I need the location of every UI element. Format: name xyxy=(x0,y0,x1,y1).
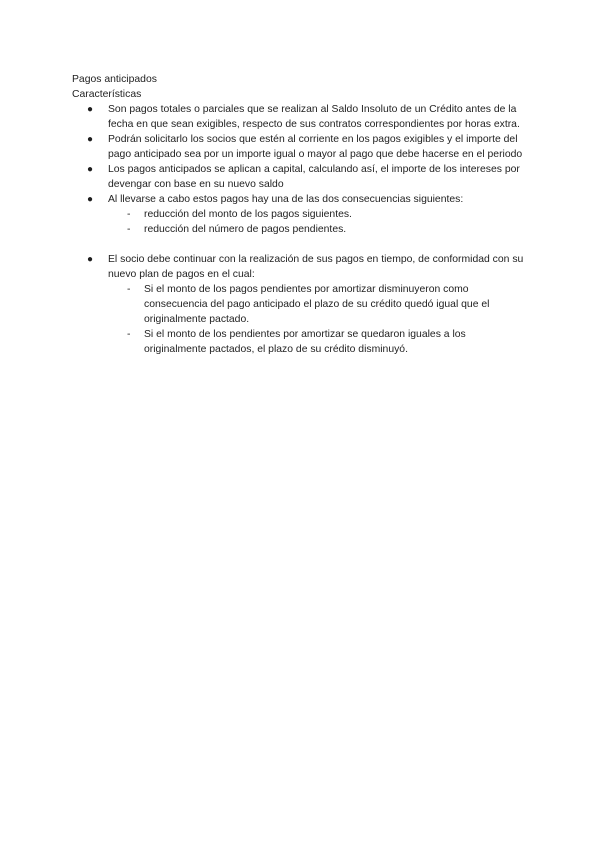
bullet-icon: ● xyxy=(87,164,94,175)
plan-list xyxy=(72,252,528,357)
sub-list-item-text: Si el monto de los pendientes por amortizar se quedaron iguales a los originalmente pactados, el plazo de su crédito disminuyó. xyxy=(144,329,466,355)
sub-list-item xyxy=(108,327,528,357)
dash-icon: - xyxy=(127,329,131,340)
bullet-icon: ● xyxy=(87,104,94,115)
sub-list-item xyxy=(108,282,528,327)
sub-list-item xyxy=(108,222,528,237)
list-item xyxy=(72,132,528,162)
list-item xyxy=(72,102,528,132)
sub-list-item-text: reducción del número de pagos pendientes. xyxy=(144,224,347,235)
sub-list-item-text: Si el monto de los pagos pendientes por amortizar disminuyeron como consecuencia del pago anticipado el plazo de su crédito quedó igual que el originalmente pactado. xyxy=(144,284,490,325)
dash-icon: - xyxy=(127,209,131,220)
plan-items-list xyxy=(108,282,528,357)
list-item xyxy=(72,192,528,237)
document-title: Pagos anticipados xyxy=(72,74,157,85)
section-heading: Características xyxy=(72,89,142,100)
bullet-icon: ● xyxy=(87,194,94,205)
sub-list-item xyxy=(108,207,528,222)
list-item xyxy=(72,162,528,192)
list-item-text: Son pagos totales o parciales que se realizan al Saldo Insoluto de un Crédito antes de la fecha en que sean exigibles, respecto de sus contratos correspondientes por horas extra. xyxy=(108,104,520,130)
characteristics-list xyxy=(72,102,528,237)
list-item-text: Al llevarse a cabo estos pagos hay una de las dos consecuencias siguientes: xyxy=(108,194,464,205)
bullet-icon: ● xyxy=(87,254,94,265)
blank-line xyxy=(72,237,528,252)
list-item-text: Podrán solicitarlo los socios que estén al corriente en los pagos exigibles y el importe del pago anticipado sea por un importe igual o mayor al pago que debe hacerse en el periodo xyxy=(108,134,523,160)
list-item xyxy=(72,252,528,357)
dash-icon: - xyxy=(127,284,131,295)
list-item-text: Los pagos anticipados se aplican a capital, calculando así, el importe de los intereses por devengar con base en su nuevo saldo xyxy=(108,164,520,190)
list-item-text: El socio debe continuar con la realización de sus pagos en tiempo, de conformidad con su nuevo plan de pagos en el cual: xyxy=(108,254,524,280)
bullet-icon: ● xyxy=(87,134,94,145)
document-body xyxy=(72,72,528,357)
dash-icon: - xyxy=(127,224,131,235)
sub-list-item-text: reducción del monto de los pagos siguientes. xyxy=(144,209,352,220)
consequences-list xyxy=(108,207,528,237)
